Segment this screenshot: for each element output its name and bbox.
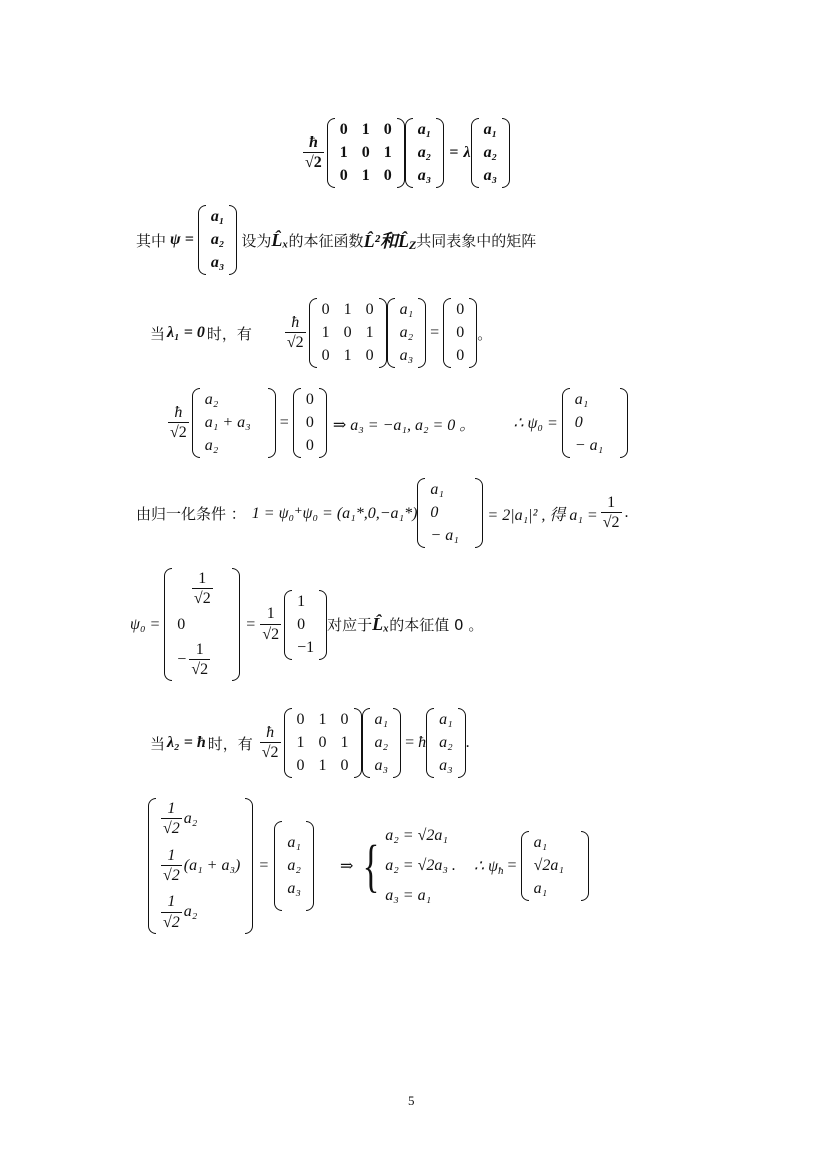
vec-cell: a₃ xyxy=(374,757,389,774)
vec-cell: a₃ xyxy=(439,757,453,774)
lambda2: λ₂ = ħ xyxy=(167,734,206,751)
hbar: ħ xyxy=(174,403,183,421)
vec-cell: 1 xyxy=(297,592,306,610)
m-cell: 0 xyxy=(340,711,349,728)
m-cell: 0 xyxy=(321,301,330,318)
vec-cell: a₂ xyxy=(204,437,219,454)
vec-cell: a₃ xyxy=(210,254,225,271)
vec-cell: 0 xyxy=(177,615,186,633)
lambda1: λ₁ = 0 xyxy=(167,324,205,341)
m-cell: 0 xyxy=(383,121,392,138)
m-cell: 0 xyxy=(339,121,348,138)
m-cell: 1 xyxy=(383,144,392,161)
m-cell: 0 xyxy=(321,347,330,364)
sqrt2: √2 xyxy=(305,154,322,172)
therefore: ∴ ψ₀ = xyxy=(513,415,558,432)
frac-den: √2 xyxy=(602,514,620,532)
lx-operator: L̂ₓ xyxy=(372,614,390,635)
m-cell: 0 xyxy=(365,301,374,318)
m-cell: 1 xyxy=(361,167,370,184)
frac-num: 1 xyxy=(198,570,207,587)
frac-num: 1 xyxy=(167,846,176,864)
vec-cell: a₂ xyxy=(210,231,225,248)
a-vector-rhs xyxy=(471,118,511,188)
psi-vector xyxy=(198,205,238,275)
hbar: ħ xyxy=(308,133,318,151)
zero-cell: 0 xyxy=(305,391,314,408)
vec-cell: a₁ xyxy=(399,301,414,318)
page-number: 5 xyxy=(408,1093,415,1108)
vec-cell: a₂ xyxy=(374,734,389,751)
vec-cell: a₃ xyxy=(287,879,301,897)
hbar: ħ xyxy=(418,734,427,751)
text: 当 xyxy=(150,324,166,343)
sys-eq: a₂ = √2a₃ . xyxy=(385,856,456,874)
frac-den: √2 xyxy=(193,590,211,608)
vec-cell: √2a₁ xyxy=(533,856,564,874)
text: 的本征值 0 。 xyxy=(389,616,484,635)
zero-cell: 0 xyxy=(456,347,465,364)
text: 。 xyxy=(477,324,493,343)
vec-cell: a₁ xyxy=(374,711,389,728)
vec-cell: a₁ xyxy=(430,481,444,498)
m-cell: 1 xyxy=(340,734,349,751)
m-cell: 1 xyxy=(365,324,374,341)
m-cell: 1 xyxy=(343,347,352,364)
frac-num: 1 xyxy=(195,640,204,658)
vec-cell: a₂ xyxy=(204,391,219,408)
m-cell: 0 xyxy=(365,347,374,364)
sys-eq: a₃ = a₁ xyxy=(385,886,432,904)
vec-cell: a₂ xyxy=(439,734,453,751)
vec-cell: 0 xyxy=(430,504,439,521)
text: 共同表象中的矩阵 xyxy=(416,231,537,250)
equals: = xyxy=(507,856,517,874)
vec-cell: a₂ xyxy=(287,856,301,874)
vec-cell: a₁ xyxy=(574,391,589,408)
m-cell: 1 xyxy=(321,324,330,341)
l2-operator: L̂²和L̂ xyxy=(363,231,409,251)
vec-cell: a₁ + a₃ xyxy=(204,414,251,431)
hbar-over-sqrt2 xyxy=(303,134,324,173)
m-cell: 0 xyxy=(296,757,305,774)
vec-cell: a₃ xyxy=(399,347,414,364)
psi-sub: ħ xyxy=(498,864,504,877)
case-lambda2: 当 λ₂ = ħ 时，有 $\frac{ħ}{√2}$ 0 1 0 1 0 1 0 1 0 a₁ a₂ a₃ = ħ a₁ a₂ a₃ . xyxy=(150,708,470,778)
vec-cell: − a₁ xyxy=(574,437,604,454)
vec-cell: −1 xyxy=(297,638,315,656)
text: 设为 xyxy=(241,231,272,250)
psi-label: ψ = xyxy=(170,231,194,248)
frac-den: √2 xyxy=(262,625,280,643)
text: 时，有 xyxy=(206,324,252,343)
text: 当 xyxy=(150,734,166,753)
solution-lambda1: $\frac{ħ}{√2}$ a₂ a₁ + a₃ a₂ = 0 0 0 ⇒ a₃ = −a₁, a₂ = 0 。 ∴ ψ₀ = a₁ 0 − a₁ xyxy=(165,388,628,458)
eigen-equation: $\frac{ħ}{√2}$ 0 1 0 1 0 1 0 1 0 a₁ a₂ a₃ = λ a₁ a₂ a₃ xyxy=(300,118,510,188)
vec-cell: a₁ xyxy=(417,121,432,138)
zero-cell: 0 xyxy=(456,324,465,341)
vec-cell: a₁ xyxy=(483,121,498,138)
norm-expr: 1 = ψ₀⁺ψ₀ = (a₁*,0,−a₁*) xyxy=(251,505,418,522)
m-cell: 1 xyxy=(296,734,305,751)
row-expr: a₂ xyxy=(183,903,198,921)
psi0-label: ψ₀ = xyxy=(130,615,161,633)
vec-cell: 0 xyxy=(574,414,583,431)
zero-cell: 0 xyxy=(456,301,465,318)
text: 时，有 xyxy=(207,734,253,753)
sqrt2: √2 xyxy=(286,334,304,352)
m-cell: 1 xyxy=(318,757,327,774)
frac-num: 1 xyxy=(266,605,275,623)
implication: ⇒ a₃ = −a₁, a₂ = 0 。 xyxy=(332,416,476,434)
zero-cell: 0 xyxy=(305,437,314,454)
therefore: ∴ ψ xyxy=(473,857,499,875)
vec-cell: 0 xyxy=(297,615,306,633)
hbar: ħ xyxy=(291,313,300,331)
vec-cell: a₁ xyxy=(439,711,453,728)
frac-den: √2 xyxy=(163,820,180,838)
brace-icon: { xyxy=(362,832,380,898)
vec-cell: a₁ xyxy=(533,879,548,897)
text: 其中 xyxy=(136,231,167,250)
m-cell: 0 xyxy=(361,144,370,161)
period: . xyxy=(465,734,470,751)
vec-cell: a₁ xyxy=(287,833,301,851)
vec-cell: a₂ xyxy=(483,144,498,161)
lx-matrix xyxy=(327,118,405,188)
vec-cell: a₂ xyxy=(417,144,432,161)
text: 由归一化条件 ： xyxy=(136,504,246,523)
m-cell: 1 xyxy=(318,711,327,728)
frac-num: 1 xyxy=(607,493,616,511)
vec-cell: a₁ xyxy=(533,833,548,851)
m-cell: 1 xyxy=(339,144,348,161)
a-vector xyxy=(405,118,445,188)
sys-eq: a₂ = √2a₁ xyxy=(385,826,448,844)
m-cell: 1 xyxy=(343,301,352,318)
vec-cell: a₂ xyxy=(399,324,414,341)
lambda: λ xyxy=(463,144,471,161)
psi-definition xyxy=(136,205,536,275)
row-expr: (a₁ + a₃) xyxy=(183,856,241,874)
m-cell: 0 xyxy=(343,324,352,341)
zero-cell: 0 xyxy=(305,414,314,431)
m-cell: 1 xyxy=(361,121,370,138)
frac-num: 1 xyxy=(167,893,176,911)
norm-result: = 2|a₁|² , 得 a₁ = xyxy=(487,506,598,524)
text: 的本征函数 xyxy=(288,231,364,250)
text: 对应于 xyxy=(327,616,373,635)
minus: − xyxy=(177,650,187,668)
m-cell: 0 xyxy=(340,757,349,774)
z-sub: Z xyxy=(408,237,417,252)
lx-operator: L̂ₓ xyxy=(271,229,289,250)
m-cell: 0 xyxy=(339,167,348,184)
frac-den: √2 xyxy=(163,913,180,931)
implication: ⇒ xyxy=(339,857,354,875)
m-cell: 0 xyxy=(318,734,327,751)
psi0-result: ψ₀ = $\frac{1}{√2}$ 0 − $\frac{1}{√2}$ = $\frac{1}{√2}$ 1 0 −1 对应于 L̂ₓ 的本征值 0 。 xyxy=(130,568,483,681)
sqrt2: √2 xyxy=(170,424,187,442)
hbar: ħ xyxy=(266,723,275,741)
row-expr: a₂ xyxy=(183,810,198,828)
vec-cell: − a₁ xyxy=(430,527,459,544)
m-cell: 0 xyxy=(383,167,392,184)
m-cell: 0 xyxy=(296,711,305,728)
vec-cell: a₁ xyxy=(210,208,225,225)
vec-cell: a₃ xyxy=(483,167,498,184)
period: . xyxy=(624,504,629,521)
solution-lambda2: $\frac{1}{√2}$ a₂ $\frac{1}{√2}$ (a₁ + a₃) $\frac{1}{√2}$ a₂ = a₁ a₂ a₃ ⇒ { a₂ = √2a₁ a₂ = √2a₃ . a₃ = a₁ ∴ ψ ħ = a₁ √2a₁ a₁ xyxy=(148,798,589,934)
case-lambda1: 当 λ₁ = 0 时，有 $\frac{ħ}{√2}$ 0 1 0 1 0 1 0 1 0 a₁ a₂ a₃ = 0 0 0 。 xyxy=(150,298,492,368)
normalization xyxy=(136,478,629,548)
vec-cell: a₃ xyxy=(417,167,432,184)
frac-den: √2 xyxy=(191,660,209,678)
frac-den: √2 xyxy=(163,866,180,884)
sqrt2: √2 xyxy=(261,744,279,762)
frac-num: 1 xyxy=(167,800,176,817)
